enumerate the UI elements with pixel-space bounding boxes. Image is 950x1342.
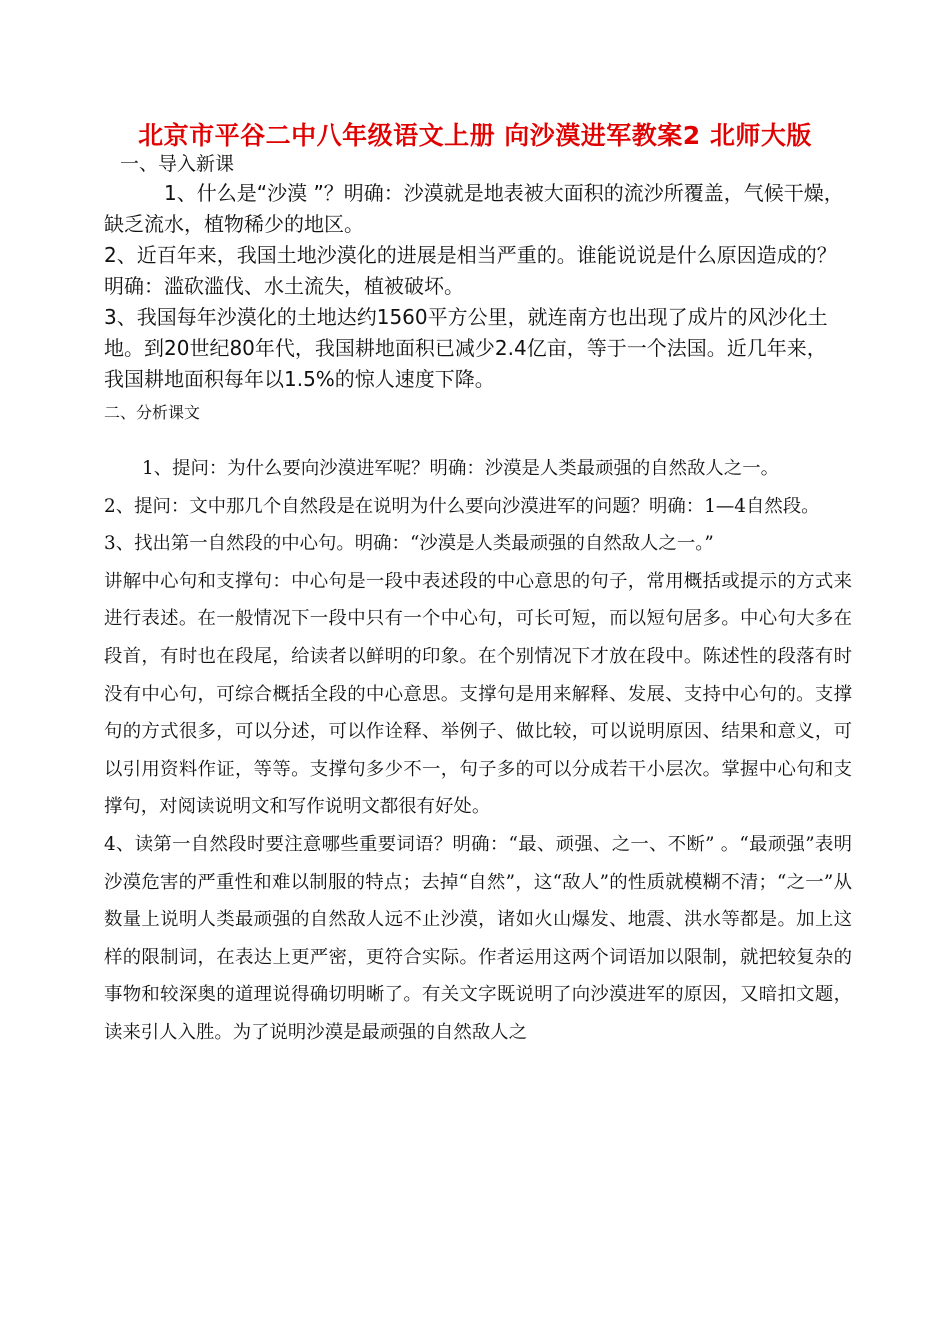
intro-paragraph-2: 2、近百年来，我国土地沙漠化的进展是相当严重的。谁能说说是什么原因造成的？明确：滥砍滥伐、水土流失，植被破坏。 [104,243,837,298]
analysis-paragraph-4: 讲解中心句和支撑句：中心句是一段中表述段的中心意思的句子，常用概括或提示的方式来进行表述。在一般情况下一段中只有一个中心句，可长可短，而以短句居多。中心句大多在段首，有时也在段尾，给读者以鲜明的印象。在个别情况下才放在段中。陈述性的段落有时没有中心句，可综合概括全段的中心意思。支撑句是用来解释、发展、支持中心句的。支撑句的方式很多，可以分述，可以作诠释、举例子、做比较，可以说明原因、结果和意义，可以引用资料作证，等等。支撑句多少不一，句子多的可以分成若干小层次。掌握中心句和支撑句，对阅读说明文和写作说明文都很有好处。 [104,570,852,818]
analysis-paragraph-2: 2、提问：文中那几个自然段是在说明为什么要向沙漠进军的问题？明确：1—4自然段。 [104,495,820,517]
intro-paragraph-1: 1、什么是“沙漠 ”？明确：沙漠就是地表被大面积的流沙所覆盖，气候干燥，缺乏流水，植物稀少的地区。 [104,181,844,236]
intro-paragraph-3: 3、我国每年沙漠化的土地达约1560平方公里，就连南方也出现了成片的风沙化土地。到20世纪80年代，我国耕地面积已减少2.4亿亩，等于一个法国。近几年来，我国耕地面积每年以1.5%的惊人速度下降。 [104,305,828,391]
section-heading-analysis: 二、分析课文 [104,403,201,422]
analysis-paragraph-5: 4、读第一自然段时要注意哪些重要词语？明确：“最、顽强、之一、不断” 。“最顽强”表明沙漠危害的严重性和难以制服的特点；去掉“自然”，这“敌人”的性质就模糊不清；“之一”从数量上说明人类最顽强的自然敌人远不止沙漠，诸如火山爆发、地震、洪水等都是。加上这样的限制词，在表达上更严密，更符合实际。作者运用这两个词语加以限制，就把较复杂的事物和较深奥的道理说得确切明晰了。有关文字既说明了向沙漠进军的原因，又暗扣文题，读来引人入胜。为了说明沙漠是最顽强的自然敌人之 [104,833,852,1043]
analysis-paragraph-1: 1、提问：为什么要向沙漠进军呢？明确：沙漠是人类最顽强的自然敌人之一。 [142,458,779,479]
document-title: 北京市平谷二中八年级语文上册 向沙漠进军教案2 北师大版 [138,121,812,150]
analysis-paragraph-3: 3、找出第一自然段的中心句。明确：“沙漠是人类最顽强的自然敌人之一。” [104,533,714,555]
section-heading-intro: 一、导入新课 [120,153,235,175]
intro-section [104,150,844,395]
analysis-section [104,402,852,1052]
